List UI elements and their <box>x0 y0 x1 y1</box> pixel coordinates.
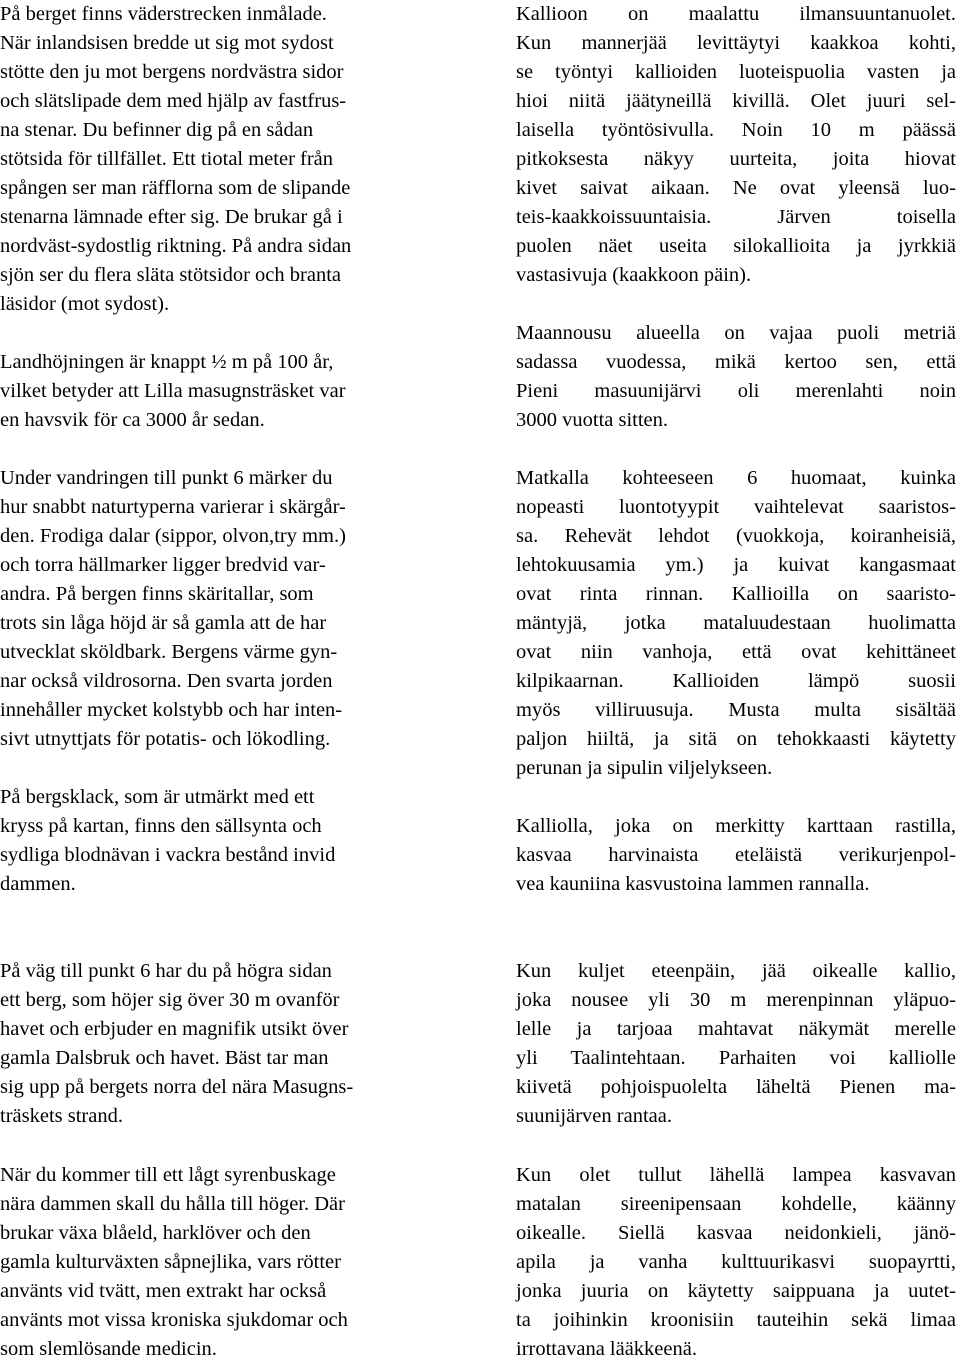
text-line: Kun mannerjää levittäytyi kaakkoa kohti, <box>516 32 956 54</box>
text-line: sa. Rehevät lehdot (vuokkoja, koiranheisiä, <box>516 525 956 547</box>
text-line: teis-kaakkoissuuntaisia. Järven toisella <box>516 206 956 228</box>
text-line: och slätslipade dem med hjälp av fastfrus- <box>0 90 347 112</box>
text-line: puolen näet useita silokallioita ja jyrkkiä <box>516 235 956 257</box>
text-line: När du kommer till ett lågt syrenbuskage <box>0 1164 336 1186</box>
fi-paragraph-1 <box>516 0 956 290</box>
text-line: Kun olet tullut lähellä lampea kasvavan <box>516 1164 956 1186</box>
text-line: laisella työntösivulla. Noin 10 m päässä <box>516 119 956 141</box>
text-line: vea kauniina kasvustoina lammen rannalla. <box>516 873 870 895</box>
text-line: matalan sireenipensaan kohdelle, käänny <box>516 1193 956 1215</box>
text-line: jonka juuria on käytetty saippuana ja uutet- <box>516 1280 956 1302</box>
text-line: ett berg, som höjer sig över 30 m ovanför <box>0 989 340 1011</box>
text-line: lehtokuusamia ym.) ja kuivat kangasmaat <box>516 554 956 576</box>
text-line: stötsida för tillfället. Ett tiotal meter från <box>0 148 334 170</box>
text-line: apila ja vanha kulttuurikasvi suopayrtti, <box>516 1251 956 1273</box>
text-line: dammen. <box>0 873 76 895</box>
text-line: sadassa vuodessa, mikä kertoo sen, että <box>516 351 956 373</box>
text-line: Pieni masuunijärvi oli merenlahti noin <box>516 380 956 402</box>
text-line: vastasivuja (kaakkoon päin). <box>516 264 752 286</box>
text-line: den. Frodiga dalar (sippor, olvon,try mm.) <box>0 525 346 547</box>
fi-paragraph-6 <box>516 1161 956 1364</box>
text-line: perunan ja sipulin viljelykseen. <box>516 757 773 779</box>
text-line: 3000 vuotta sitten. <box>516 409 669 431</box>
text-line: nopeasti luontotyypit vaihtelevat saaristos- <box>516 496 956 518</box>
text-line: Maannousu alueella on vajaa puoli metriä <box>516 322 956 344</box>
text-line: använts vid tvätt, men extrakt har också <box>0 1280 327 1302</box>
text-line: havet och erbjuder en magnifik utsikt över <box>0 1018 349 1040</box>
text-line: På bergsklack, som är utmärkt med ett <box>0 786 315 808</box>
sv-paragraph-4 <box>0 783 335 899</box>
text-line: nar också vildrosorna. Den svarta jorden <box>0 670 333 692</box>
text-line: Kalliolla, joka on merkitty karttaan rastilla, <box>516 815 956 837</box>
fi-paragraph-3 <box>516 464 956 783</box>
text-line: nordväst-sydostlig riktning. På andra sidan <box>0 235 352 257</box>
text-line: och torra hällmarker ligger bredvid var- <box>0 554 326 576</box>
text-line: trots sin låga höjd är så gamla att de har <box>0 612 327 634</box>
fi-paragraph-5 <box>516 957 956 1131</box>
text-line: gamla Dalsbruk och havet. Bäst tar man <box>0 1047 329 1069</box>
text-line: joka nousee yli 30 m merenpinnan yläpuo- <box>516 989 956 1011</box>
text-line: nära dammen skall du hålla till höger. Där <box>0 1193 345 1215</box>
text-line: pitkoksesta näkyy uurteita, joita hiovat <box>516 148 956 170</box>
text-line: spången ser man räfflorna som de slipande <box>0 177 351 199</box>
text-line: sjön ser du flera släta stötsidor och branta <box>0 264 342 286</box>
sv-paragraph-1 <box>0 0 351 319</box>
text-line: yli Taalintehtaan. Parhaiten voi kalliolle <box>516 1047 956 1069</box>
text-line: kasvaa harvinaista eteläistä verikurjenpol- <box>516 844 956 866</box>
text-line: vilket betyder att Lilla masugnsträsket var <box>0 380 346 402</box>
text-line: oikealle. Siellä kasvaa neidonkieli, jänö- <box>516 1222 956 1244</box>
text-line: kiivetä pohjoispuolelta läheltä Pienen ma- <box>516 1076 956 1098</box>
fi-paragraph-2 <box>516 319 956 435</box>
sv-paragraph-2 <box>0 348 346 435</box>
text-line: När inlandsisen bredde ut sig mot sydost <box>0 32 334 54</box>
text-line: Under vandringen till punkt 6 märker du <box>0 467 333 489</box>
text-line: kivet saivat aikaan. Ne ovat yleensä luo- <box>516 177 956 199</box>
text-line: På väg till punkt 6 har du på högra sidan <box>0 960 332 982</box>
text-line: sivt utnyttjats för potatis- och lökodling. <box>0 728 331 750</box>
text-line: lelle ja tarjoaa mahtavat näkymät merelle <box>516 1018 956 1040</box>
text-line: Landhöjningen är knappt ½ m på 100 år, <box>0 351 334 373</box>
text-line: hioi niitä jäätyneillä kivillä. Olet juuri sel- <box>516 90 956 112</box>
text-line: suunijärven rantaa. <box>516 1105 672 1127</box>
text-line: På berget finns väderstrecken inmålade. <box>0 3 327 25</box>
text-line: sydliga blodnävan i vackra bestånd invid <box>0 844 336 866</box>
text-line: brukar växa blåeld, harklöver och den <box>0 1222 311 1244</box>
text-line: mäntyjä, jotka mataluudestaan huolimatta <box>516 612 956 634</box>
text-line: paljon hiiltä, ja sitä on tehokkaasti käytetty <box>516 728 956 750</box>
text-line: en havsvik för ca 3000 år sedan. <box>0 409 265 431</box>
text-line: kryss på kartan, finns den sällsynta och <box>0 815 322 837</box>
text-line: ovat niin vanhoja, että ovat kehittäneet <box>516 641 956 663</box>
text-line: ovat rinta rinnan. Kallioilla on saaristo- <box>516 583 956 605</box>
text-line: Kallioon on maalattu ilmansuuntanuolet. <box>516 3 956 25</box>
sv-paragraph-6 <box>0 1161 348 1364</box>
text-line: sig upp på bergets norra del nära Masugns- <box>0 1076 354 1098</box>
text-line: som slemlösande medicin. <box>0 1338 217 1360</box>
text-line: Kun kuljet eteenpäin, jää oikealle kallio, <box>516 960 956 982</box>
text-line: gamla kulturväxten såpnejlika, vars rötter <box>0 1251 341 1273</box>
text-line: ta joihinkin kroonisiin tauteihin sekä limaa <box>516 1309 956 1331</box>
text-line: myös villiruusuja. Musta multa sisältää <box>516 699 956 721</box>
text-line: andra. På bergen finns skäritallar, som <box>0 583 314 605</box>
text-line: se työntyi kallioiden luoteispuolia vasten ja <box>516 61 956 83</box>
text-line: träskets strand. <box>0 1105 123 1127</box>
text-line: irrottavana lääkkeenä. <box>516 1338 697 1360</box>
text-line: läsidor (mot sydost). <box>0 293 170 315</box>
sv-paragraph-3 <box>0 464 346 754</box>
text-line: stenarna lämnade efter sig. De brukar gå i <box>0 206 343 228</box>
text-line: innehåller mycket kolstybb och har inten- <box>0 699 343 721</box>
text-line: Matkalla kohteeseen 6 huomaat, kuinka <box>516 467 956 489</box>
text-line: utvecklat sköldbark. Bergens värme gyn- <box>0 641 338 663</box>
text-line: na stenar. Du befinner dig på en sådan <box>0 119 314 141</box>
text-line: stötte den ju mot bergens nordvästra sidor <box>0 61 344 83</box>
fi-paragraph-4 <box>516 812 956 899</box>
text-line: hur snabbt naturtyperna varierar i skärgår- <box>0 496 346 518</box>
sv-paragraph-5 <box>0 957 353 1131</box>
text-line: kilpikaarnan. Kallioiden lämpö suosii <box>516 670 956 692</box>
text-line: använts mot vissa kroniska sjukdomar och <box>0 1309 348 1331</box>
